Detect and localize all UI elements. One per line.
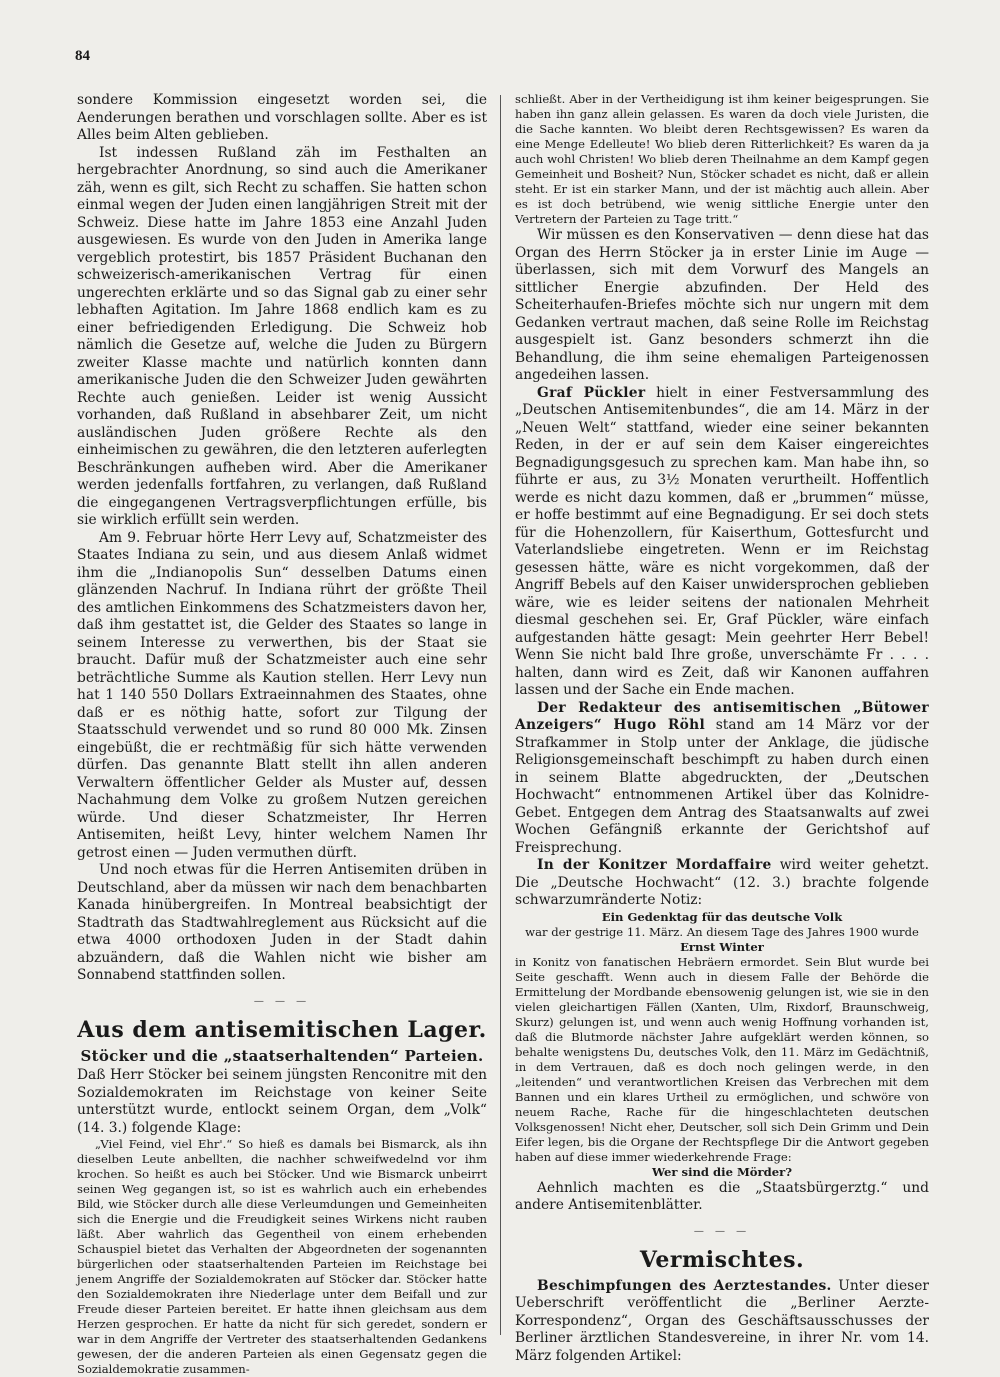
right-paragraph-3 bbox=[515, 700, 929, 858]
right-paragraph-2-text: hielt in einer Festversammlung des „Deutschen Antisemitenbundes“, die am 14. März in der „Neuen Welt“ stattfand, wieder eine seiner bekannten Reden, in der er auf sein dem Kaiser eingereichtes Begnadigungsgesuch zu sprechen kam. Man habe ihn, so führte er aus, zu 3½ Monaten verurtheilt. Hoffentlich werde es nicht dazu kommen, daß er „brummen“ müsse, er hoffe bestimmt auf eine Begnadigung. Er sei doch stets für die Hohenzollern, für Kaiserthum, Gottesfurcht und Vaterlandsliebe eingetreten. Wenn er im Reichstag gesessen hätte, wäre es nicht vorgekommen, daß der Angriff Bebels auf den Kaiser unwidersprochen geblieben wäre, wie es leider seitens der nationalen Mehrheit diesmal geschehen sei. Er, Graf Pückler, wäre einfach aufgestanden hätte gesagt: Mein geehrter Herr Bebel! Wenn Sie nicht bald Ihre große, unverschämte Fr . . . . halten, dann wird es Zeit, daß wir Kanonen auffahren lassen und der Sache ein Ende machen. bbox=[515, 384, 929, 698]
lead-graf-pueckler: Graf Pückler bbox=[537, 384, 646, 401]
right-quote-continuation: schließt. Aber in der Vertheidigung ist ihm keiner beigesprungen. Sie haben ihn ganz allein gelassen. Es waren da doch viele Juristen, die die Sache kannten. Wo bleibt deren Rechtsgewissen? Es waren da eine Menge Edelleute! Wo blieb deren Ritterlichkeit? Es waren da ja auch wohl Christen! Wo blieb deren Theilnahme an dem Kampf gegen Gemeinheit und Bosheit? Nun, Stöcker schadet es nicht, daß er allein steht. Er ist ein starker Mann, und der ist mächtig auch allein. Aber es ist doch betrübend, wie wenig sittliche Energie unter den Vertretern der Parteien zu Tage tritt.“ bbox=[515, 92, 929, 226]
notice-question: Wer sind die Mörder? bbox=[651, 1164, 793, 1179]
right-column bbox=[515, 92, 929, 1365]
right-paragraph-4 bbox=[515, 857, 929, 910]
notice-name: Ernst Winter bbox=[680, 939, 764, 954]
subheading-stoecker: Stöcker und die „staatserhaltenden“ Parteien. bbox=[80, 1046, 484, 1065]
right-paragraph-6 bbox=[515, 1278, 929, 1366]
notice-line: war der gestrige 11. März. An diesem Tage des Jahres 1900 wurde bbox=[525, 924, 919, 939]
left-paragraph-4: Und noch etwas für die Herren Antisemiten drüben in Deutschland, aber da müssen wir nach dem benachbarten Kanada hinübergreifen. In Montreal beabsichtigt der Stadtrath das Stadtwahlreglement aus Rücksicht auf die etwa 4000 orthodoxen Juden in der Stadt dahin abzuändern, daß die Wahlen nicht wie bisher am Sonnabend stattfinden sollen. bbox=[77, 862, 487, 983]
notice-title: Ein Gedenktag für das deutsche Volk bbox=[601, 909, 843, 924]
section-title-antisemitic-camp: Aus dem antisemitischen Lager. bbox=[77, 1017, 487, 1043]
left-paragraph-1: sondere Kommission eingesetzt worden sei, die Aenderungen berathen und vorschlagen sollte. Aber es ist Alles beim Alten geblieben. bbox=[77, 92, 487, 143]
lead-redakteur: Der Redakteur des antisemitischen „Bütower Anzeigers“ Hugo Röhl bbox=[515, 699, 929, 733]
right-paragraph-5: Aehnlich machten es die „Staatsbürgerztg.“ und andere Antisemitenblätter. bbox=[515, 1179, 929, 1213]
lead-aerztestand: Beschimpfungen des Aerztestandes. bbox=[537, 1277, 832, 1294]
left-paragraph-5: Daß Herr Stöcker bei seinem jüngsten Renconitre mit den Sozialdemokraten im Reichstage von keiner Seite unterstützt wurde, entlockt seinem Organ, dem „Volk“ (14. 3.) folgende Klage: bbox=[77, 1067, 487, 1136]
left-paragraph-2: Ist indessen Rußland zäh im Festhalten an hergebrachter Anordnung, so sind auch die Amerikaner zäh, wenn es gilt, sich Recht zu schaffen. Sie hatten schon einmal wegen der Juden einen langjährigen Streit mit der Schweiz. Diese hatte im Jahre 1853 eine Anzahl Juden ausgewiesen. Es wurde von den Juden in Amerika lange vergeblich protestirt, bis 1857 Präsident Buchanan den schweizerisch-amerikanischen Vertrag für einen ungerechten erklärte und so das Signal gab zu einer sehr lebhaften Agitation. Im Jahre 1868 endlich kam es zu einer befriedigenden Erledigung. Die Schweiz hob nämlich die Gesetze auf, welche die Juden zu Bürgern zweiter Klasse machte und natürlich konnten dann amerikanische Juden die den Schweizer Juden gewährten Rechte auch genießen. Leider ist wenig Aussicht vorhanden, daß Rußland in absehbarer Zeit, um nicht ausländischen Juden größere Rechte als den einheimischen zu gewähren, die den letzteren auferlegten Beschränkungen aufheben wird. Aber die Amerikaner werden jedenfalls fortfahren, zu verlangen, daß Rußland die eingegangenen Vertragsverpflichtungen erfülle, bis sie wirklich erfüllt sein werden. bbox=[77, 144, 487, 528]
section-separator-2: — — — bbox=[693, 1225, 751, 1237]
right-paragraph-6-text: Unter dieser Ueberschrift veröffentlicht die „Berliner Aerzte-Korrespondenz“, Organ des Geschäftsausschusses der Berliner ärztlichen Standesvereine, in ihrer Nr. vom 14. März folgenden Artikel: bbox=[515, 1277, 929, 1364]
right-paragraph-3-text: stand am 14 März vor der Strafkammer in Stolp unter der Anklage, die jüdische Religionsgemeinschaft beschimpft zu haben durch einen in seinem Blatte abgedruckten, der „Deutschen Hochwacht“ entnommenen Artikel über das Kolnidre-Gebet. Entgegen dem Antrag des Staatsanwalts auf zwei Wochen Gefängniß erkannte der Gerichtshof auf Freisprechung. bbox=[515, 717, 929, 856]
right-paragraph-2 bbox=[515, 385, 929, 700]
right-paragraph-1: Wir müssen es den Konservativen — denn diese hat das Organ des Herrn Stöcker ja in erster Linie im Auge — überlassen, sich mit dem Vorwurf des Mangels an sittlicher Energie abzufinden. Der Held des Scheiterhaufen-Briefes möchte sich nur ungern mit dem Gedanken vertraut machen, daß seine Rolle im Reichstag ausgespielt ist. Ganz besonders schmerzt ihn die Behandlung, die ihm seine ehemaligen Parteigenossen angedeihen lassen. bbox=[515, 227, 929, 383]
right-paragraph-4-text: wird weiter gehetzt. Die „Deutsche Hochwacht“ (12. 3.) brachte folgende schwarzumränderte Notiz: bbox=[515, 857, 929, 908]
section-separator: — — — bbox=[253, 995, 311, 1007]
page-number: 84 bbox=[75, 48, 90, 64]
lead-konitz: In der Konitzer Mordaffaire bbox=[537, 857, 772, 873]
left-paragraph-3: Am 9. Februar hörte Herr Levy auf, Schatzmeister des Staates Indiana zu sein, und aus diesem Anlaß widmet ihm die „Indianopolis Sun“ desselben Datums einen glänzenden Nachruf. In Indiana rührt der größte Theil des amtlichen Einkommens des Schatzmeisters davon her, daß ihm gestattet ist, die Gelder des Staates so lange in seinem Interesse zu verwerthen, bis der Staat sie braucht. Dafür muß der Schatzmeister auch eine sehr beträchtliche Summe als Kaution stellen. Herr Levy nun hat 1 140 550 Dollars Extraeinnahmen des Staates, ohne daß er es nöthig hatte, sofort zur Tilgung der Staatsschuld verwendet und so rund 80 000 Mk. Zinsen eingebüßt, die er rechtmäßig für sich hätte verwenden dürfen. Das genannte Blatt stellt ihn allen anderen Verwaltern öffentlicher Gelder als Muster auf, dessen Nachahmung dem Volke zu großem Nutzen gereichen würde. Und dieser Schatzmeister, Ihr Herren Antisemiten, heißt Levy, hinter welchem Namen Ihr getrost einen — Juden vermuthen dürft. bbox=[77, 529, 487, 861]
left-quote: „Viel Feind, viel Ehr'.“ So hieß es damals bei Bismarck, als ihn dieselben Leute anbellten, die nachher schweifwedelnd vor ihm krochen. So heißt es auch bei Stöcker. Und wie Bismarck unbeirrt seinen Weg gegangen ist, so ist es wahrlich auch ein erhebendes Bild, wie Stöcker durch alle diese Verleumdungen und Gemeinheiten sich die Energie und die Freudigkeit seines Wirkens nicht rauben läßt. Aber wahrlich das Gegentheil von einem erhebenden Schauspiel bietet das Verhalten der Abgeordneten der sogenannten bürgerlichen oder staatserhaltenden Parteien im Reichstage bei jenem Angriffe der Sozialdemokraten auf Stöcker dar. Stöcker hatte den Sozialdemokraten ihre Niederlage unter dem Beifall und zur Freude dieser Parteien bereitet. Er hatte ihnen gleichsam aus dem Herzen gesprochen. Er hatte da nicht für sich geredet, sondern er war in dem Angriffe der Vertreter des staatserhaltenden Gedankens gewesen, der die anderen Parteien als einen Gegensatz gegen die Sozialdemokratie zusammen- bbox=[77, 1137, 487, 1376]
left-column bbox=[77, 92, 487, 1377]
column-divider bbox=[500, 95, 501, 1335]
section-title-miscellaneous: Vermischtes. bbox=[639, 1247, 805, 1273]
notice-body: in Konitz von fanatischen Hebräern ermordet. Sein Blut wurde bei Seite geschafft. Wenn auch in diesem Falle der Behörde die Ermittelung der Mordbande ebensowenig gelungen ist, wie sie in den vielen gleichartigen Fällen (Xanten, Ulm, Rixdorf, Braunschweig, Skurz) gelungen ist, und wenn auch wenig Hoffnung vorhanden ist, daß die Blutmorde nächster Jahre aufgeklärt werden können, so behalte wenigstens Du, deutsches Volk, den 11. März im Gedächtniß, in dem Vertrauen, daß es doch noch gelingen werde, in den „leitenden“ und verantwortlichen Kreisen das Verbrechen mit dem Bannen und ein klares Urtheil zu ermöglichen, und schwöre von neuem Rache, Rache für die hingeschlachteten deutschen Volksgenossen! Nicht eher, Deutscher, soll sich Dein Grimm und Dein Eifer legen, bis die Organe der Rechtspflege Dir die Antwort gegeben haben auf diese immer wiederkehrende Frage: bbox=[515, 954, 929, 1164]
